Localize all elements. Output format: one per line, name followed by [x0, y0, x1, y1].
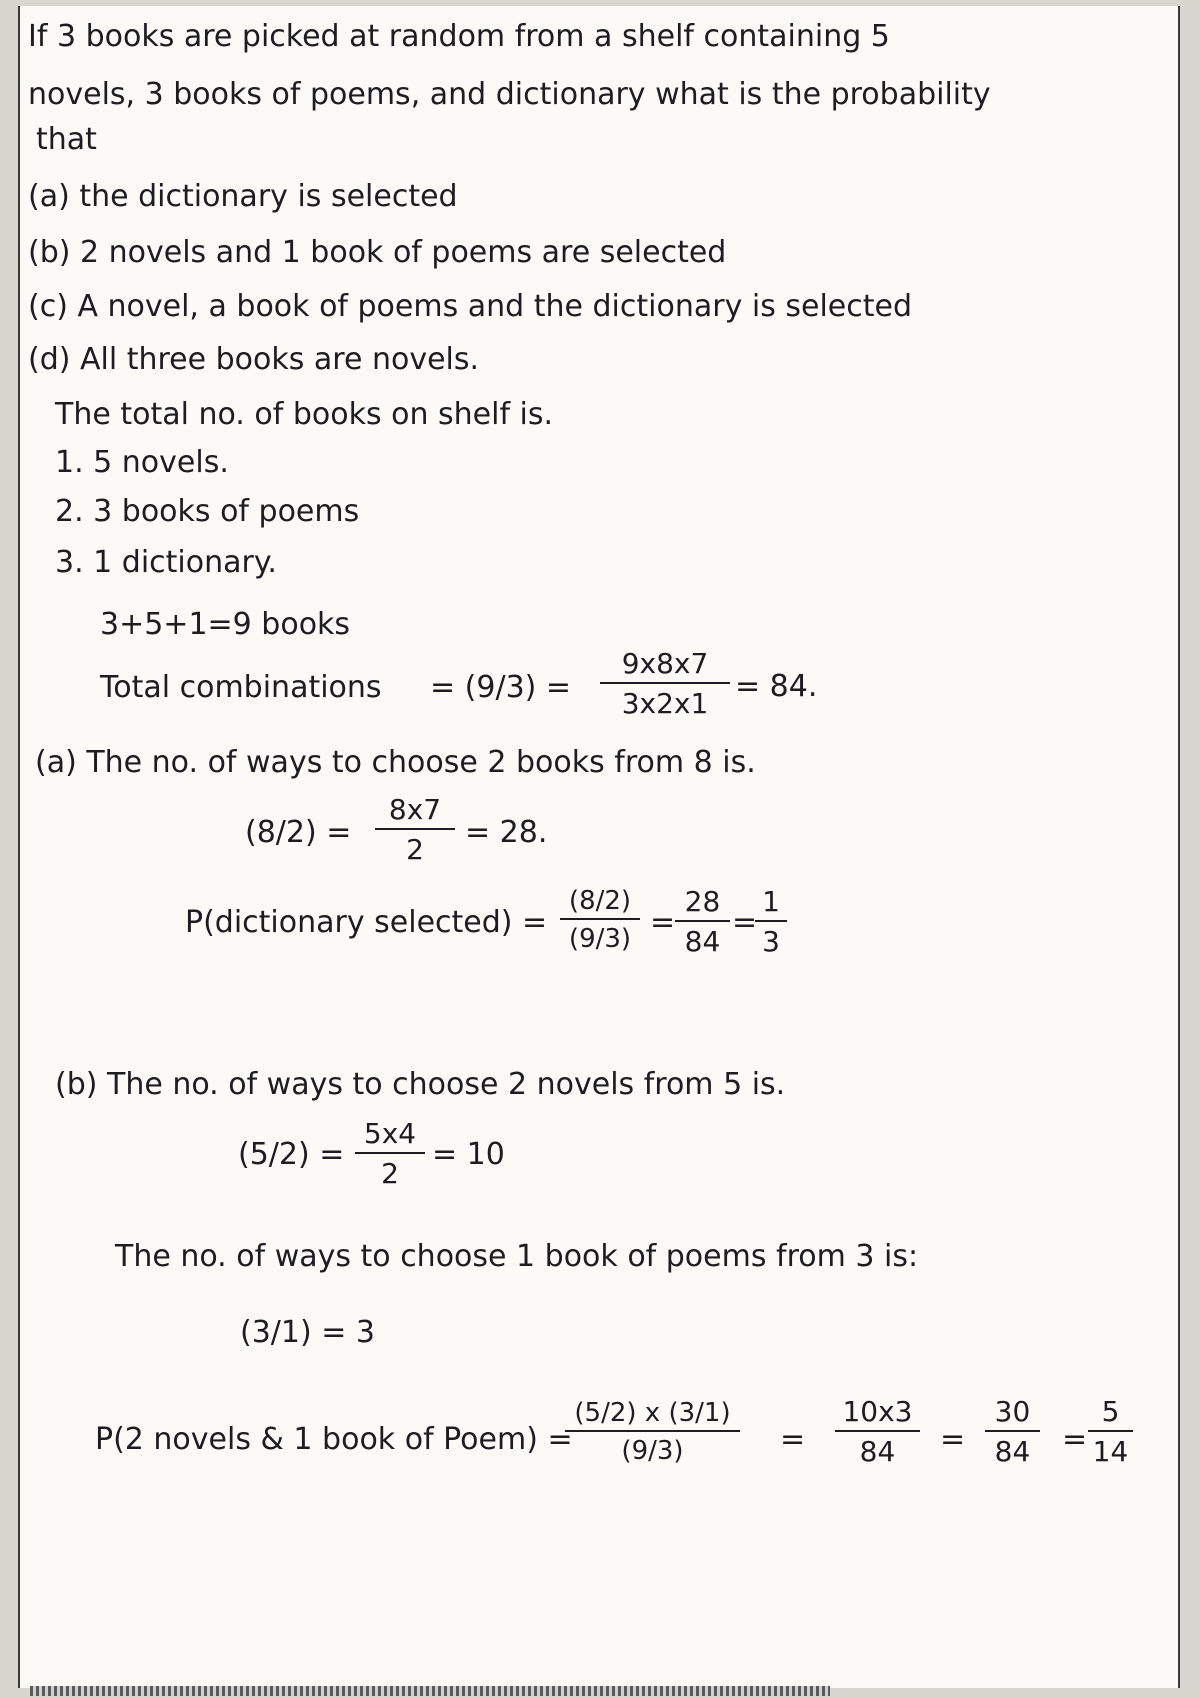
p-novels-fraction-4 — [1088, 1395, 1133, 1468]
question-part-a: (a) the dictionary is selected — [28, 179, 458, 214]
part-b-numerator: 5x4 — [363, 1117, 417, 1150]
setup-item-3: 3. 1 dictionary. — [55, 545, 277, 580]
total-result: = 84. — [735, 669, 818, 704]
p-dictionary-denominator: (9/3) — [568, 924, 632, 954]
setup-item-2: 2. 3 books of poems — [55, 494, 360, 529]
part-b-combination-2: (3/1) = 3 — [240, 1315, 375, 1350]
p-novels-denominator: (9/3) — [621, 1436, 684, 1466]
p-dictionary-fraction-3-denominator: 3 — [762, 925, 780, 958]
setup-sum: 3+5+1=9 books — [100, 607, 351, 642]
part-b-line-2: The no. of ways to choose 1 book of poems from 3 is: — [115, 1239, 919, 1274]
p-novels-fraction-1 — [565, 1400, 740, 1464]
part-b-combination: (5/2) = — [238, 1137, 345, 1172]
p-novels-numerator: (5/2) x (3/1) — [574, 1398, 731, 1428]
question-line-2: novels, 3 books of poems, and dictionary what is the probability — [28, 77, 991, 112]
part-a-numerator: 8x7 — [388, 793, 442, 826]
p-novels-fraction-2 — [835, 1395, 920, 1468]
p-dictionary-fraction-2 — [675, 885, 730, 958]
part-b-denominator: 2 — [381, 1157, 399, 1190]
p-novels-fraction-3-numerator: 30 — [994, 1395, 1031, 1428]
setup-intro: The total no. of books on shelf is. — [55, 397, 554, 432]
part-a-denominator: 2 — [406, 833, 424, 866]
total-numerator: 9x8x7 — [621, 647, 709, 680]
p-novels-fraction-2-denominator: 84 — [859, 1435, 896, 1468]
equals-sign: = — [1062, 1422, 1088, 1457]
p-dictionary-numerator: (8/2) — [568, 886, 632, 916]
equals-sign: = — [780, 1422, 806, 1457]
p-dictionary-fraction-2-denominator: 84 — [684, 925, 721, 958]
part-b-result: = 10 — [432, 1137, 505, 1172]
equals-sign: = — [650, 905, 676, 940]
p-novels-fraction-3-denominator: 84 — [994, 1435, 1031, 1468]
p-dictionary-fraction-1 — [560, 888, 640, 952]
p-novels-fraction-2-numerator: 10x3 — [842, 1395, 913, 1428]
part-a-result: = 28. — [465, 815, 548, 850]
part-a-fraction — [375, 793, 455, 866]
p-novels-fraction-4-denominator: 14 — [1092, 1435, 1129, 1468]
part-b-fraction — [355, 1117, 425, 1190]
p-dictionary-fraction-3-numerator: 1 — [762, 885, 780, 918]
total-fraction — [600, 647, 730, 720]
total-combination: = (9/3) = — [430, 670, 572, 705]
total-denominator: 3x2x1 — [621, 687, 709, 720]
part-a-combination: (8/2) = — [245, 815, 352, 850]
equals-sign: = — [940, 1422, 966, 1457]
setup-item-1: 1. 5 novels. — [55, 445, 229, 480]
p-dictionary-fraction-3 — [755, 885, 787, 958]
part-b-heading: (b) The no. of ways to choose 2 novels from 5 is. — [55, 1067, 786, 1102]
question-part-d: (d) All three books are novels. — [28, 342, 480, 377]
total-label: Total combinations — [100, 670, 382, 705]
p-novels-fraction-4-numerator: 5 — [1101, 1395, 1120, 1428]
p-novels-label: P(2 novels & 1 book of Poem) = — [95, 1422, 573, 1457]
question-part-b: (b) 2 novels and 1 book of poems are selected — [28, 235, 727, 270]
p-dictionary-label: P(dictionary selected) = — [185, 905, 548, 940]
equals-sign: = — [732, 905, 758, 940]
part-a-heading: (a) The no. of ways to choose 2 books from 8 is. — [35, 745, 756, 780]
p-dictionary-fraction-2-numerator: 28 — [684, 885, 721, 918]
question-line-1: If 3 books are picked at random from a shelf containing 5 — [28, 19, 890, 54]
p-novels-fraction-3 — [985, 1395, 1040, 1468]
question-line-3: that — [36, 122, 97, 157]
page-edge-strip — [30, 1686, 830, 1696]
question-part-c: (c) A novel, a book of poems and the dictionary is selected — [28, 289, 912, 324]
